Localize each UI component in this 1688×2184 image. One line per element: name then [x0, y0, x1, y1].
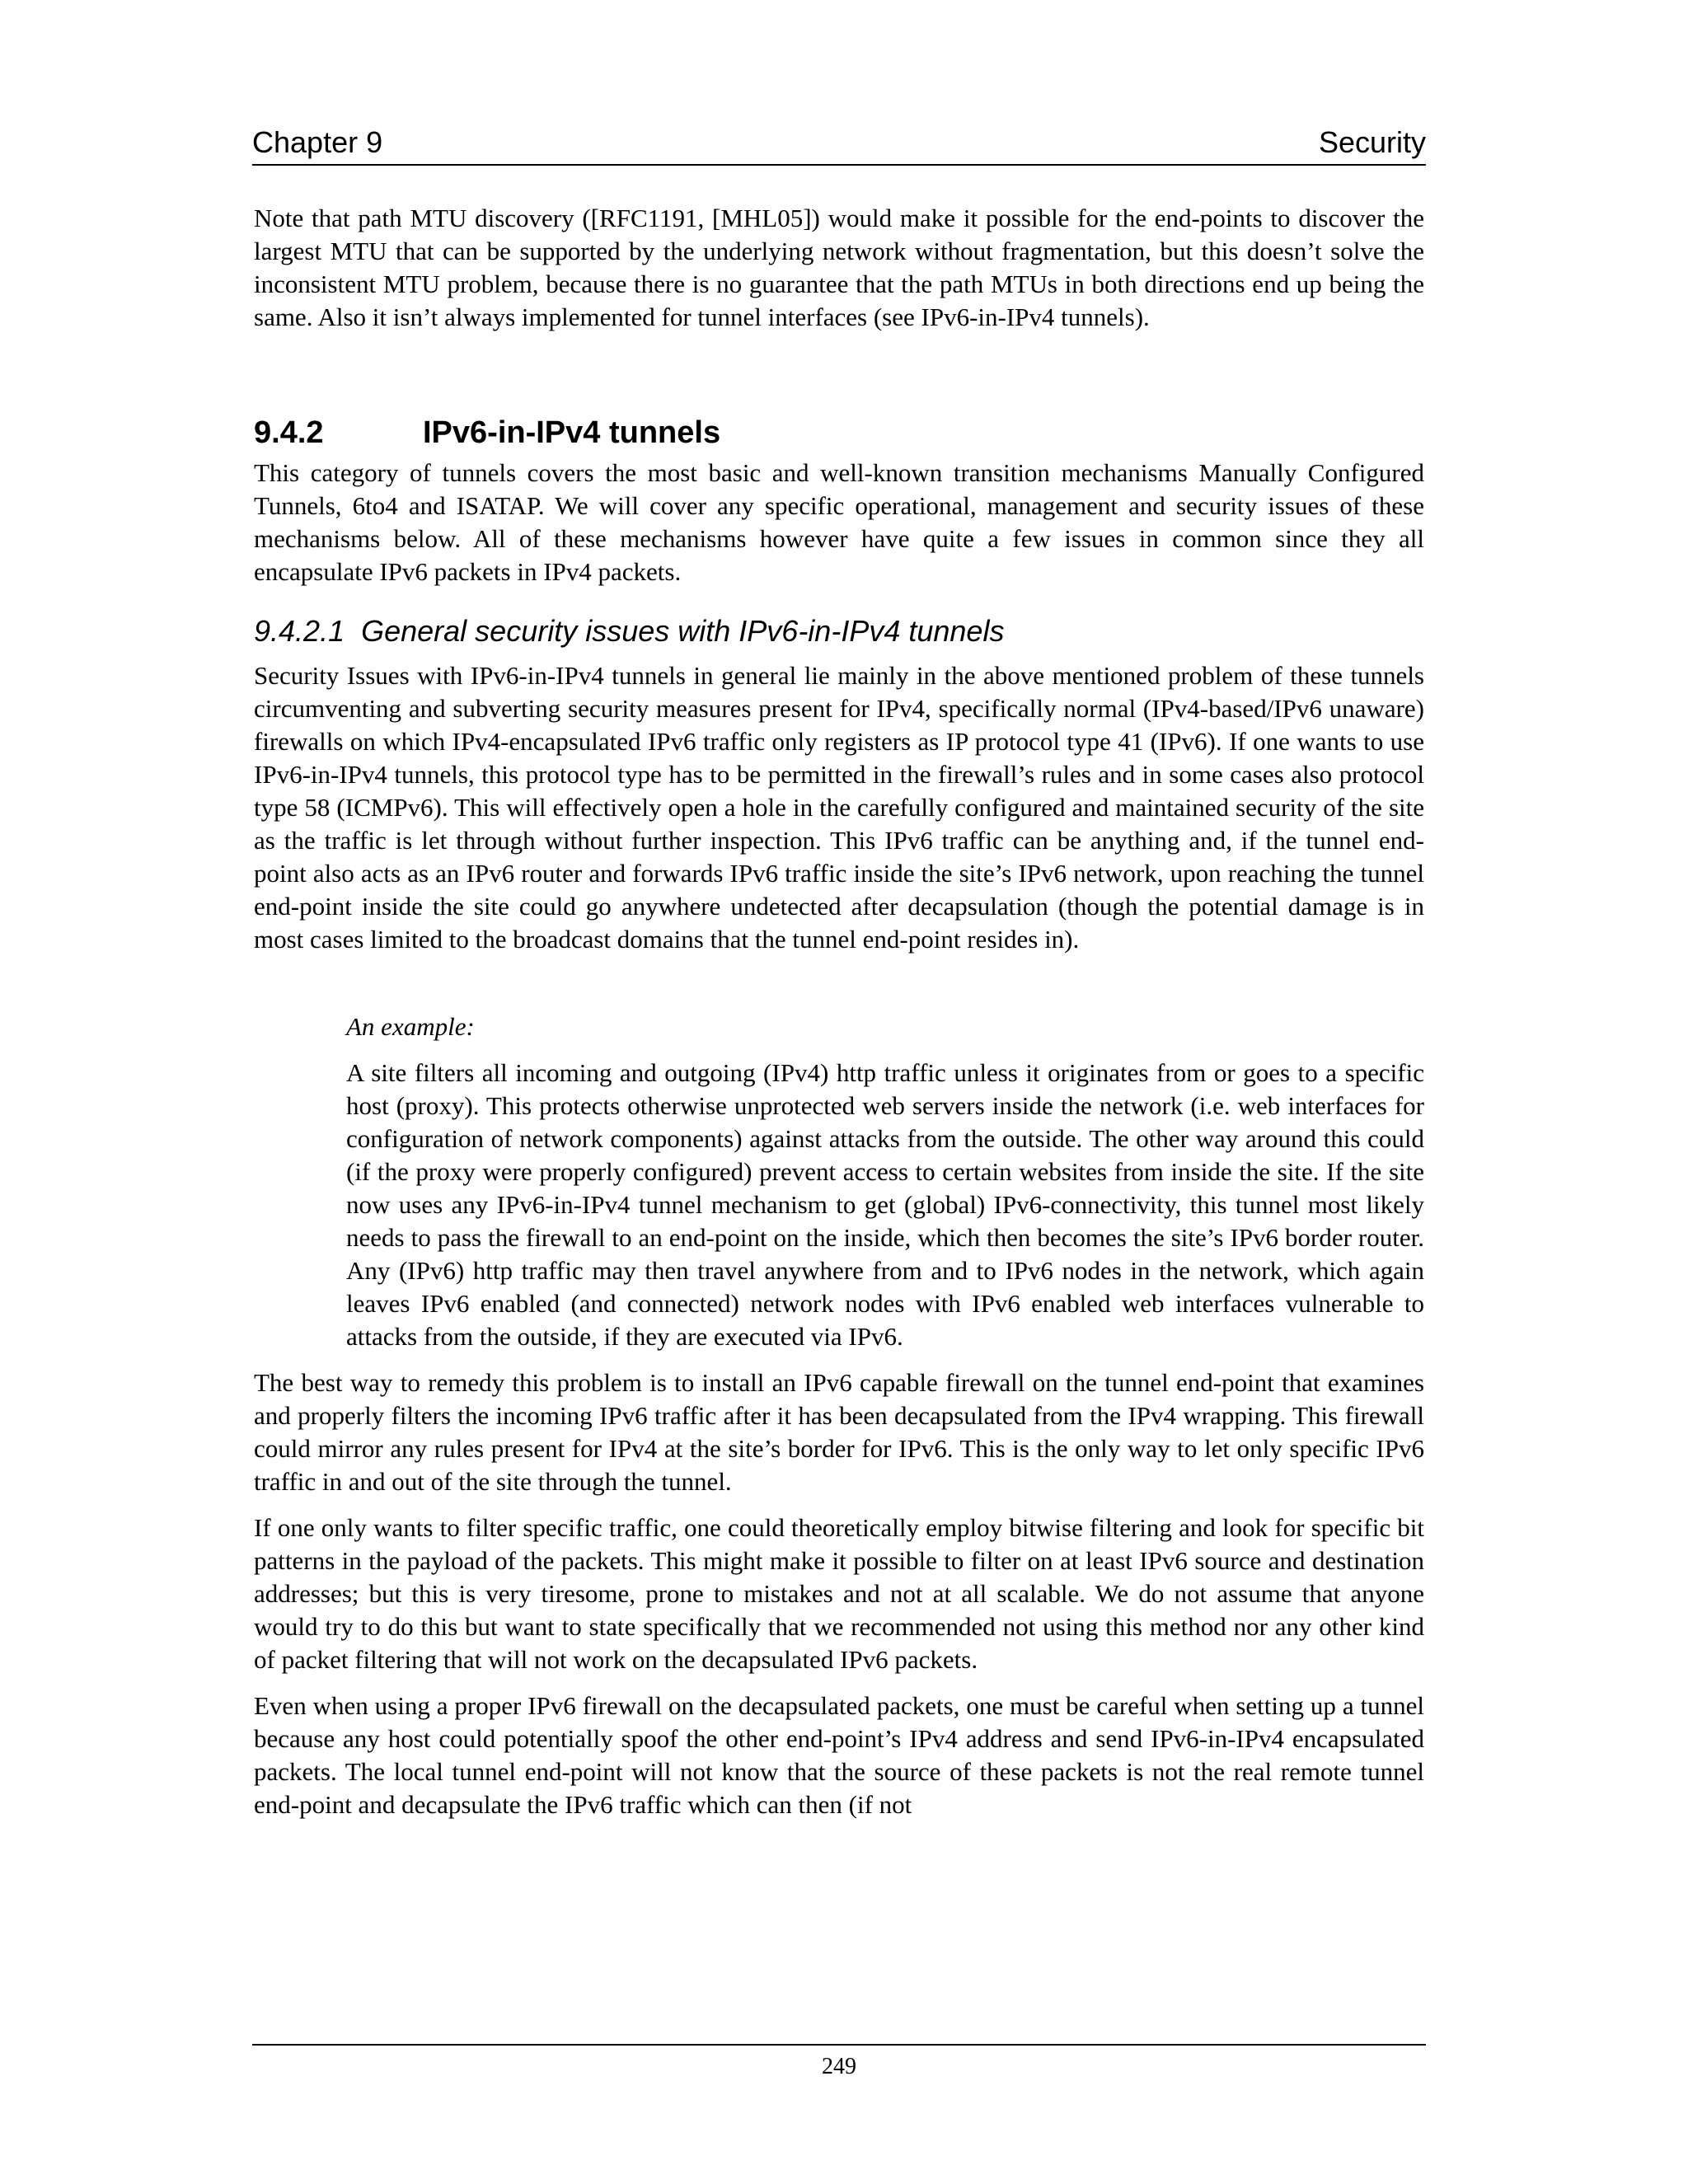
example-title: An example: — [346, 1012, 475, 1041]
subsection-heading — [254, 613, 1424, 649]
section-heading — [254, 414, 1424, 452]
body-paragraph: The best way to remedy this problem is to install an IPv6 capable firewall on the tunnel end-point that examines and properly filters the incoming IPv6 traffic after it has been decapsulated from the IPv4 wrapping. This firewall could mirror any rules present for IPv4 at the site’s border for IPv6. This is the only way to let only specific IPv6 traffic in and out of the site through the tunnel. — [254, 1368, 1424, 1496]
intro-paragraph: Note that path MTU discovery ([RFC1191, [MHL05]) would make it possible for the end-points to discover the largest MTU that can be supported by the underlying network without fragmentation, but this doesn’t solve the inconsistent MTU problem, because there is no guarantee that the path MTUs in both directions end up being the same. Also it isn’t always implemented for tunnel interfaces (see IPv6-in-IPv4 tunnels). — [254, 204, 1424, 331]
section-label: Security — [1318, 125, 1426, 159]
subsection-number: 9.4.2.1 — [254, 614, 345, 648]
running-header — [252, 120, 1426, 166]
page-content — [254, 202, 1424, 1835]
page-number: 249 — [822, 2054, 856, 2079]
section-paragraph: This category of tunnels covers the most basic and well-known transition mechanisms Manually Configured Tunnels, 6to4 and ISATAP. We will cover any specific operational, management and security issues of these mechanisms below. All of these mechanisms however have quite a few issues in common since they all encapsulate IPv6 packets in IPv4 packets. — [254, 458, 1424, 586]
running-footer — [252, 2044, 1426, 2083]
subsection-paragraph: Security Issues with IPv6-in-IPv4 tunnels in general lie mainly in the above mentioned problem of these tunnels circumventing and subverting security measures present for IPv4, specifically normal (IPv4-based/IPv6 unaware) firewalls on which IPv4-encapsulated IPv6 traffic only registers as IP protocol type 41 (IPv6). If one wants to use IPv6-in-IPv4 tunnels, this protocol type has to be permitted in the firewall’s rules and in some cases also protocol type 58 (ICMPv6). This will effectively open a hole in the carefully configured and maintained security of the site as the traffic is let through without further inspection. This IPv6 traffic can be anything and, if the tunnel end-point also acts as an IPv6 router and forwards IPv6 traffic inside the site’s IPv6 network, upon reaching the tunnel end-point inside the site could go anywhere undetected after decapsulation (though the potential damage is in most cases limited to the broadcast domains that the tunnel end-point resides in). — [254, 661, 1424, 954]
section-title: IPv6-in-IPv4 tunnels — [423, 415, 721, 450]
example-text: A site filters all incoming and outgoing (IPv4) http traffic unless it originates from or goes to a specific host (proxy). This protects otherwise unprotected web servers inside the network (i.e. web interfaces for configuration of network components) against attacks from the outside. The other way around this could (if the proxy were properly configured) prevent access to certain websites from inside the site. If the site now uses any IPv6-in-IPv4 tunnel mechanism to get (global) IPv6-connectivity, this tunnel most likely needs to pass the firewall to an end-point on the inside, which then becomes the site’s IPv6 border router. Any (IPv6) http traffic may then travel anywhere from and to IPv6 nodes in the network, which again leaves IPv6 enabled (and connected) network nodes with IPv6 enabled web interfaces vulnerable to attacks from the outside, if they are executed via IPv6. — [346, 1058, 1424, 1351]
subsection-title: General security issues with IPv6-in-IPv4 tunnels — [361, 614, 1005, 648]
section-number: 9.4.2 — [254, 415, 324, 450]
chapter-label: Chapter 9 — [252, 125, 383, 159]
body-paragraph: If one only wants to filter specific traffic, one could theoretically employ bitwise filtering and look for specific bit patterns in the payload of the packets. This might make it possible to filter on at least IPv6 source and destination addresses; but this is very tiresome, prone to mistakes and not at all scalable. We do not assume that anyone would try to do this but want to state specifically that we recommended not using this method nor any other kind of packet filtering that will not work on the decapsulated IPv6 packets. — [254, 1513, 1424, 1674]
example-block — [346, 1010, 1424, 1353]
body-paragraph: Even when using a proper IPv6 firewall on the decapsulated packets, one must be careful when setting up a tunnel because any host could potentially spoof the other end-point’s IPv4 address and send IPv6-in-IPv4 encapsulated packets. The local tunnel end-point will not know that the source of these packets is not the real remote tunnel end-point and decapsulate the IPv6 traffic which can then (if not — [254, 1691, 1424, 1819]
